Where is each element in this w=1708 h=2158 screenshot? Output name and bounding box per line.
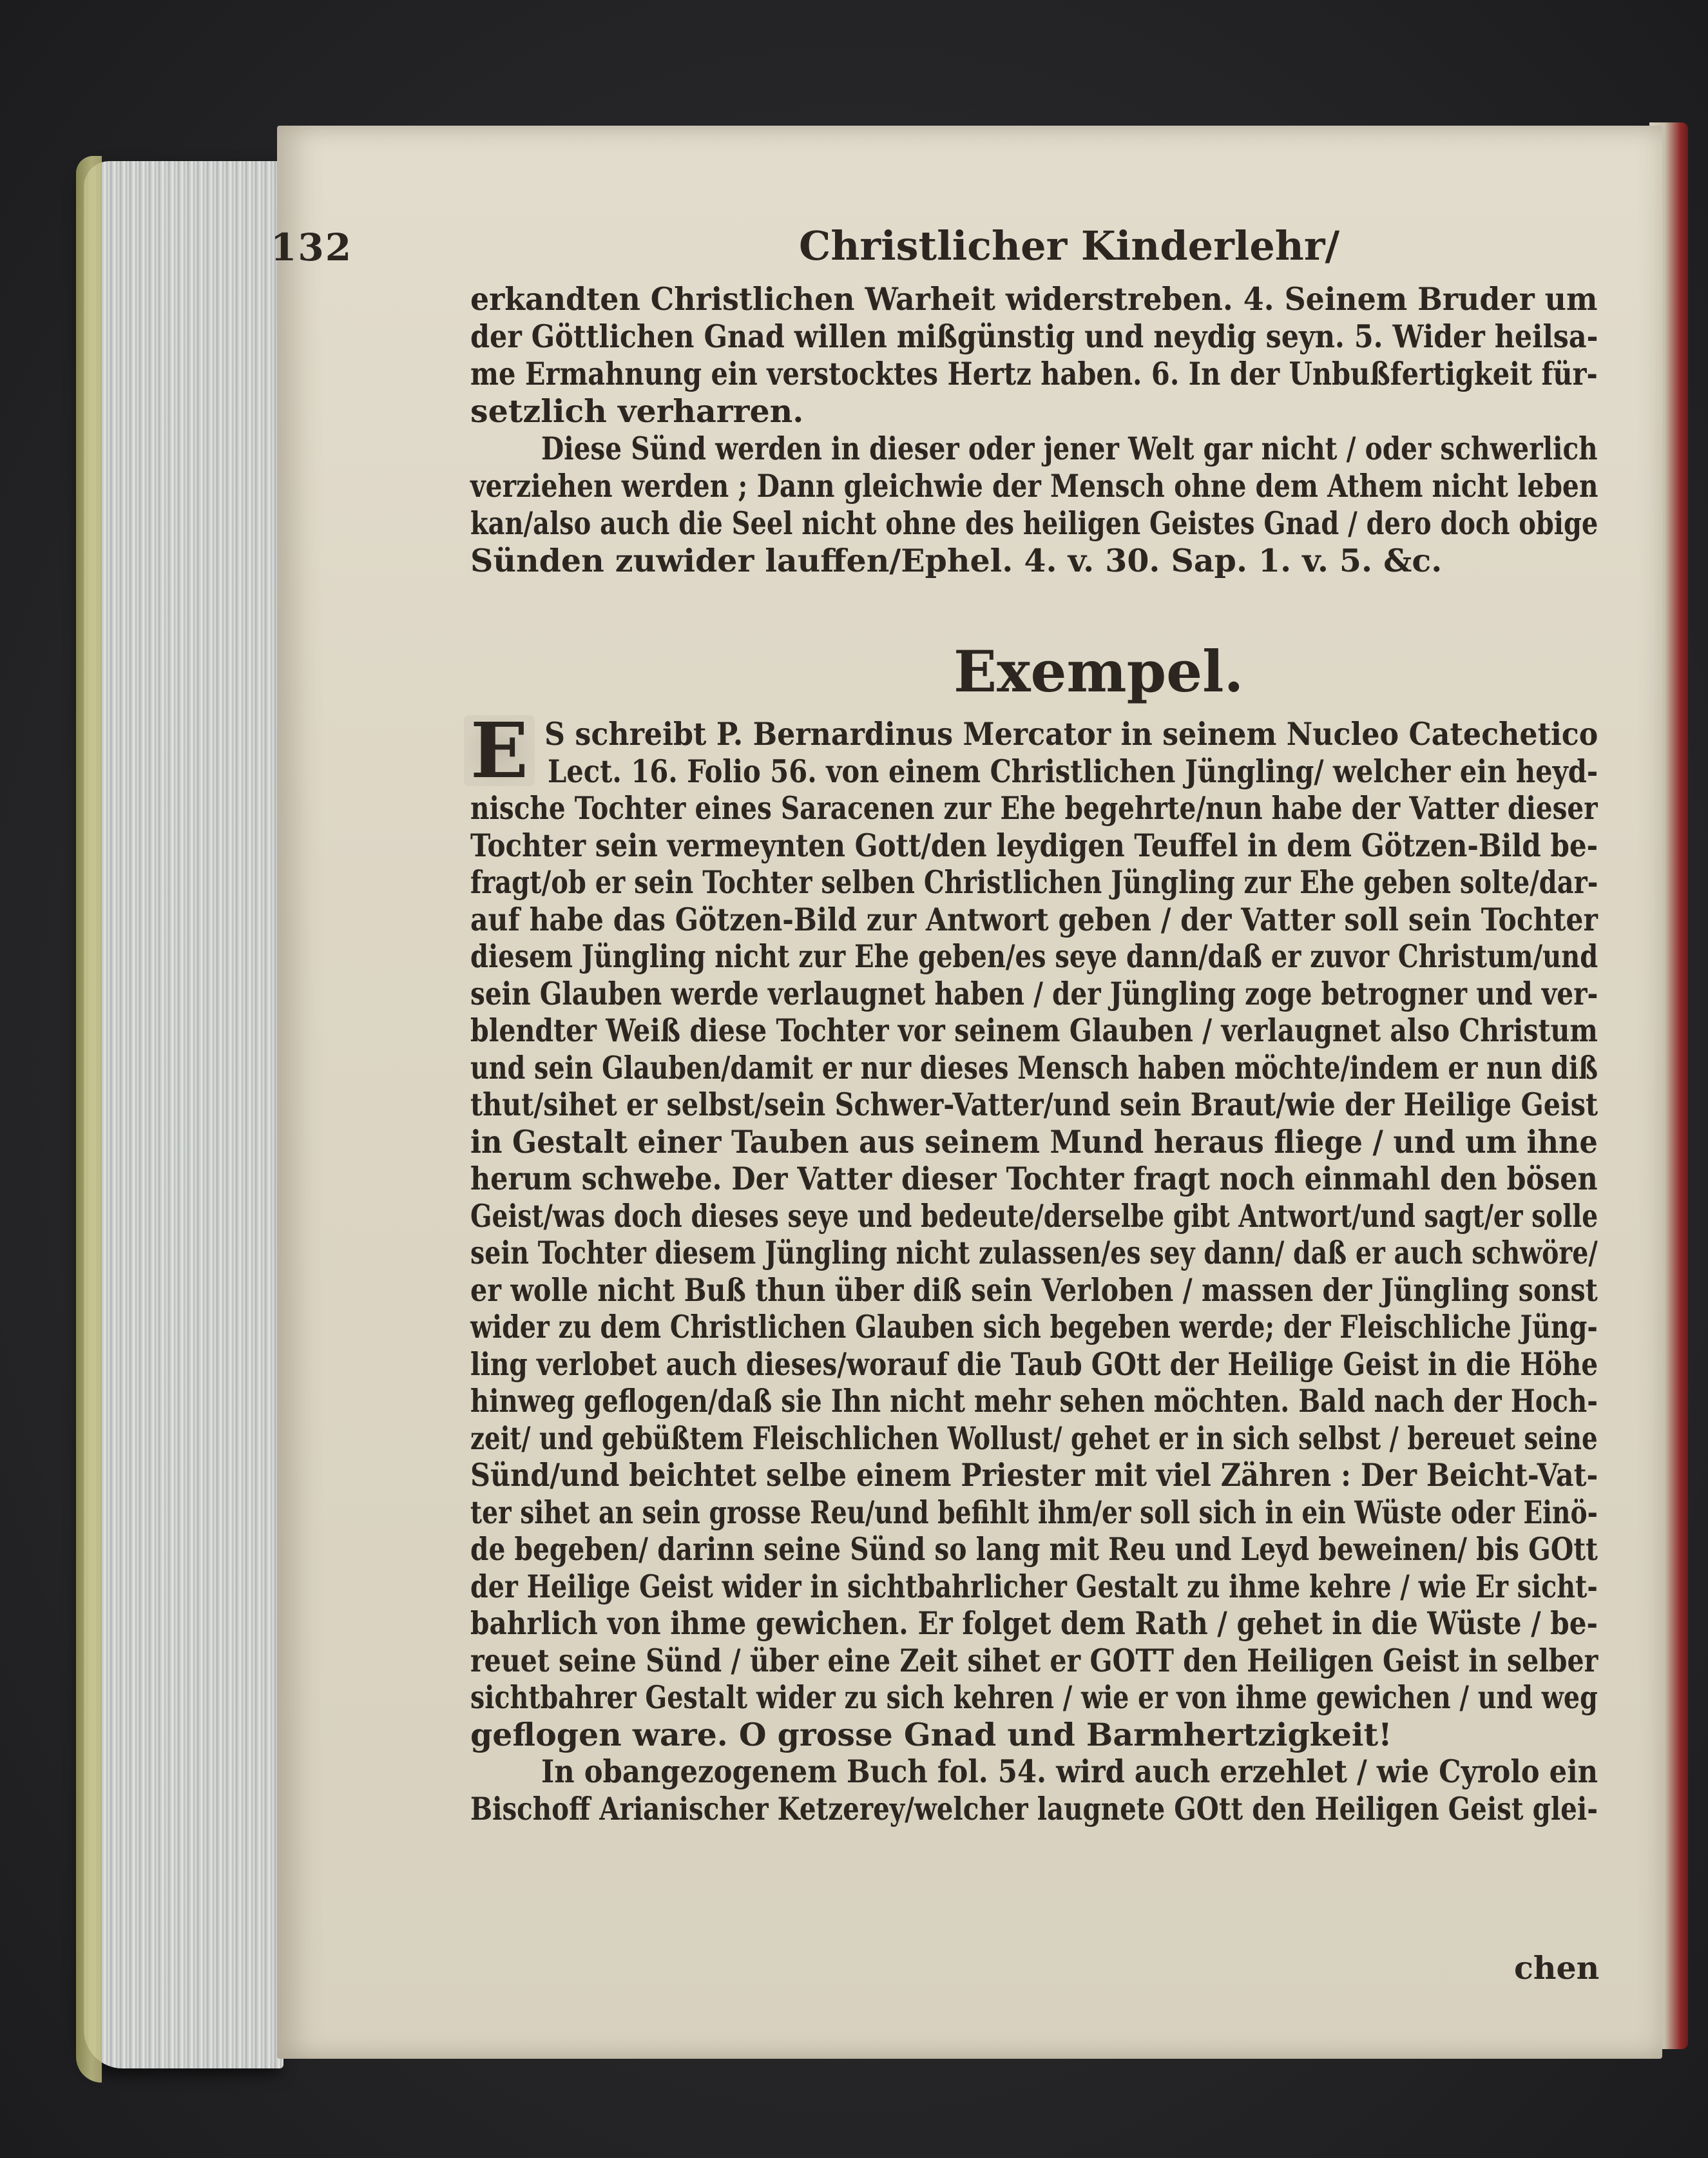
text-line: ling verlobet auch dieses/worauf die Taub GOtt der Heilige Geist in die Höhe xyxy=(470,1345,1598,1383)
text-line: zeit/ und gebüßtem Fleischlichen Wollust/ gehet er in sich selbst / bereuet seine xyxy=(470,1419,1598,1457)
text-line: auf habe das Götzen-Bild zur Antwort geben / der Vatter soll sein Tochter xyxy=(470,900,1598,938)
text-line: geflogen ware. O grosse Gnad und Barmhertzigkeit! xyxy=(470,1715,1392,1753)
text-line: blendter Weiß diese Tochter vor seinem Glauben / verlaugnet also Christum xyxy=(470,1012,1598,1049)
text-line: sein Glauben werde verlaugnet haben / der Jüngling zoge betrogner und ver- xyxy=(470,974,1598,1012)
text-line: Bischoff Arianischer Ketzerey/welcher laugnete GOtt den Heiligen Geist glei- xyxy=(470,1789,1598,1827)
dropcap: E xyxy=(464,715,535,786)
text-line: sein Tochter diesem Jüngling nicht zulassen/es sey dann/ daß er auch schwöre/ xyxy=(470,1234,1598,1271)
text-line: Geist/was doch dieses seye und bedeute/derselbe gibt Antwort/und sagt/er solle xyxy=(470,1197,1598,1235)
text-line: und sein Glauben/damit er nur dieses Mensch haben möchte/indem er nun diß xyxy=(470,1048,1598,1086)
running-head: Christlicher Kinderlehr/ xyxy=(799,222,1340,269)
text-line: setzlich verharren. xyxy=(470,392,804,430)
text-line: reuet seine Sünd / über eine Zeit sihet er GOTT den Heiligen Geist in selber xyxy=(470,1641,1598,1679)
text-line: bahrlich von ihme gewichen. Er folget dem Rath / gehet in die Wüste / be- xyxy=(470,1604,1598,1642)
text-line: erkandten Christlichen Warheit widerstreben. 4. Seinem Bruder um xyxy=(470,280,1598,318)
text-line: fragt/ob er sein Tochter selben Christlichen Jüngling zur Ehe geben solte/dar- xyxy=(470,863,1598,901)
text-line: er wolle nicht Buß thun über diß sein Verloben / massen der Jüngling sonst xyxy=(470,1271,1598,1309)
text-line: wider zu dem Christlichen Glauben sich begeben werde; der Fleischliche Jüng- xyxy=(470,1308,1598,1345)
text-line: verziehen werden ; Dann gleichwie der Mensch ohne dem Athem nicht leben xyxy=(470,467,1598,505)
section-heading: Exempel. xyxy=(954,638,1244,705)
text-line: kan/also auch die Seel nicht ohne des heiligen Geistes Gnad / dero doch obige xyxy=(470,505,1598,542)
page-number: 132 xyxy=(271,226,353,269)
text-line: de begeben/ darinn seine Sünd so lang mit Reu und Leyd beweinen/ bis GOtt xyxy=(470,1530,1598,1568)
page-edges xyxy=(84,161,283,2068)
text-line: der Heilige Geist wider in sichtbahrlicher Gestalt zu ihme kehre / wie Er sicht- xyxy=(470,1567,1598,1605)
text-line: Lect. 16. Folio 56. von einem Christlichen Jüngling/ welcher ein heyd- xyxy=(548,752,1598,790)
text-line: Sünd/und beichtet selbe einem Priester mit viel Zähren : Der Beicht-Vat- xyxy=(470,1456,1598,1494)
text-line: Sünden zuwider lauffen/Ephel. 4. v. 30. Sap. 1. v. 5. &c. xyxy=(470,542,1443,579)
text-line: thut/sihet er selbst/sein Schwer-Vatter/und sein Braut/wie der Heilige Geist xyxy=(470,1086,1598,1123)
text-line: In obangezogenem Buch fol. 54. wird auch erzehlet / wie Cyrolo ein xyxy=(541,1753,1598,1790)
text-line: in Gestalt einer Tauben aus seinem Mund heraus fliege / und um ihne xyxy=(470,1122,1598,1161)
text-line: ter sihet an sein grosse Reu/und befihlt ihm/er soll sich in ein Wüste oder Einö- xyxy=(470,1493,1598,1531)
text-line: me Ermahnung ein verstocktes Hertz haben. 6. In der Unbußfertigkeit für- xyxy=(470,355,1598,392)
text-line: Tochter sein vermeynten Gott/den leydigen Teuffel in dem Götzen-Bild be- xyxy=(470,826,1598,864)
text-line: herum schwebe. Der Vatter dieser Tochter fragt noch einmahl den bösen xyxy=(470,1160,1598,1197)
text-line: diesem Jüngling nicht zur Ehe geben/es seye dann/daß er zuvor Christum/und xyxy=(470,938,1598,975)
text-line: nische Tochter eines Saracenen zur Ehe begehrte/nun habe der Vatter dieser xyxy=(470,789,1598,827)
text-line: hinweg geflogen/daß sie Ihn nicht mehr sehen möchten. Bald nach der Hoch- xyxy=(470,1382,1598,1420)
text-line: S schreibt P. Bernardinus Mercator in seinem Nucleo Catechetico xyxy=(544,715,1598,753)
text-line: Diese Sünd werden in dieser oder jener Welt gar nicht / oder schwerlich xyxy=(541,430,1598,467)
catchword: chen xyxy=(1514,1949,1600,1987)
text-line: der Göttlichen Gnad willen mißgünstig und neydig seyn. 5. Wider heilsa- xyxy=(470,318,1598,355)
text-line: sichtbahrer Gestalt wider zu sich kehren / wie er von ihme gewichen / und weg xyxy=(470,1679,1598,1716)
